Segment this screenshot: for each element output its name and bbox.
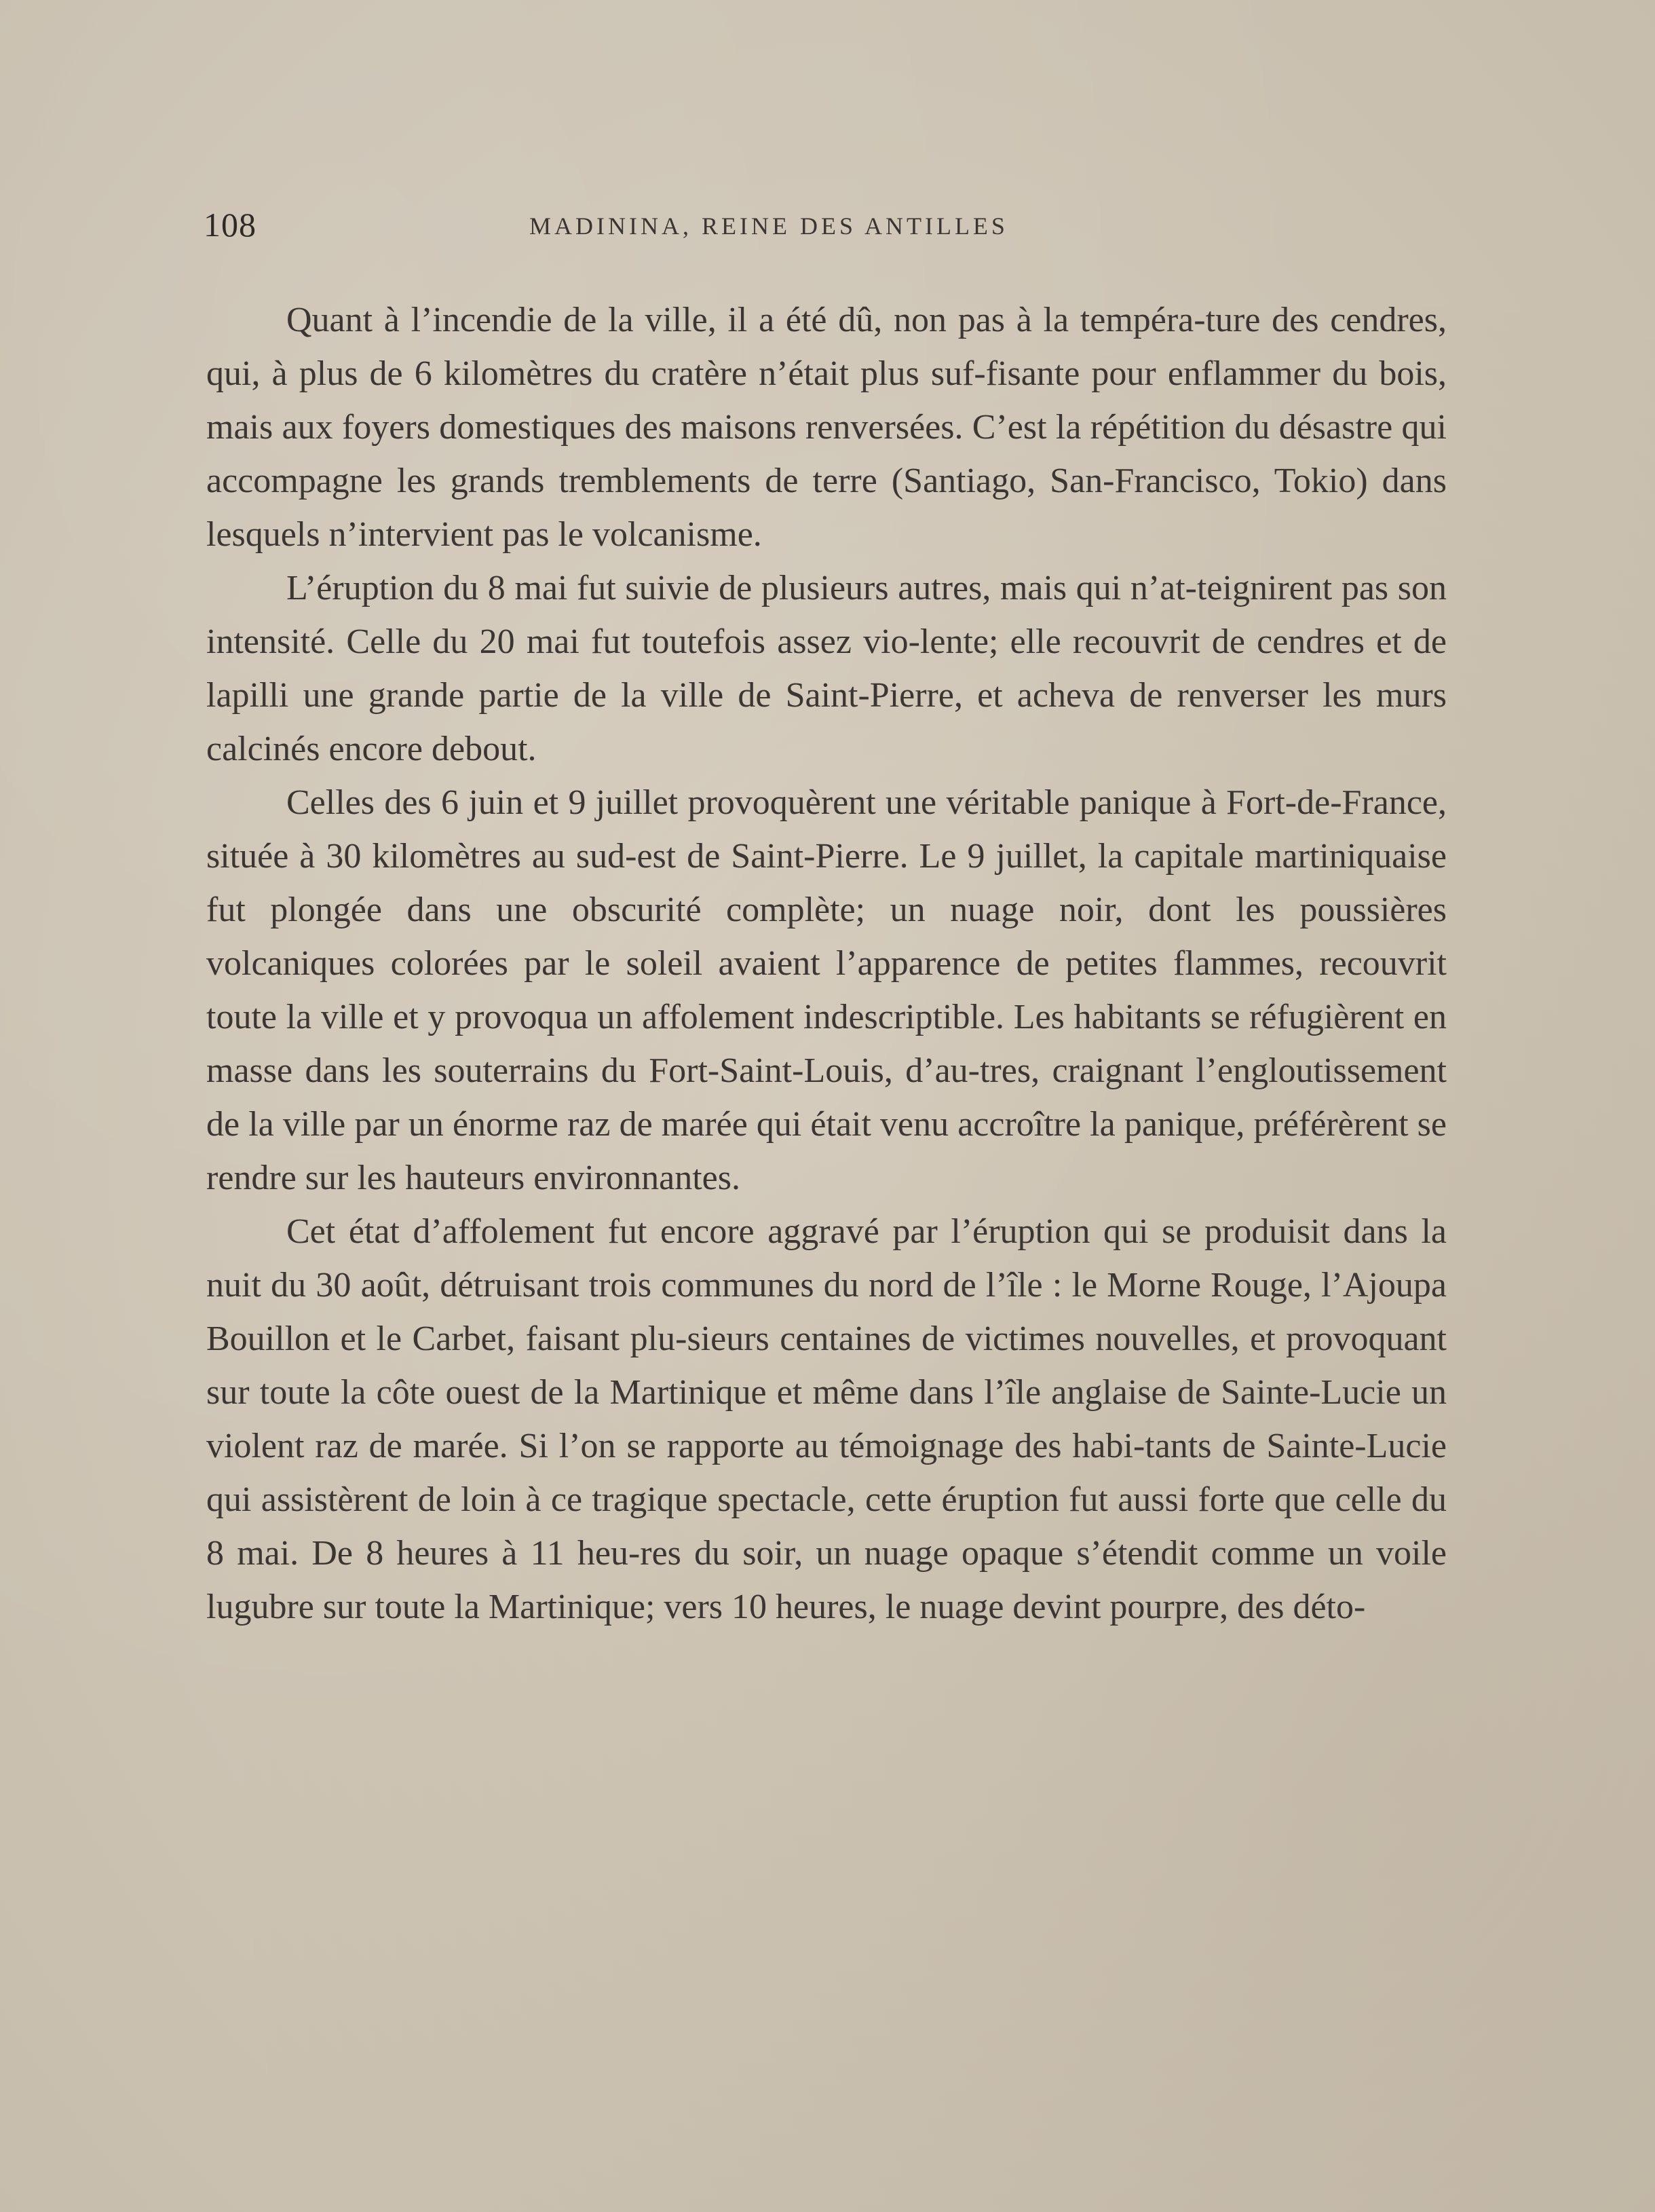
paragraph: Cet état d’affolement fut encore aggravé par l’éruption qui se produisit dans la nuit du 30 août, détruisant trois communes du nord de l’île : le Morne Rouge, l’Ajoupa Bouillon et le Carbet, faisant plu-sieurs centaines de victimes nouvelles, et provoquant sur toute la côte ouest de la Martinique et même dans l’île anglaise de Sainte-Lucie un violent raz de marée. Si l’on se rapporte au témoignage des habi-tants de Sainte-Lucie qui assistèrent de loin à ce tragique spectacle, cette éruption fut aussi forte que celle du 8 mai. De 8 heures à 11 heu-res du soir, un nuage opaque s’étendit comme un voile lugubre sur toute la Martinique; vers 10 heures, le nuage devint pourpre, des déto-: [206, 1212, 1447, 1626]
paragraph: Celles des 6 juin et 9 juillet provoquèrent une véritable panique à Fort-de-France, située à 30 kilomètres au sud-est de Saint-Pierre. Le 9 juillet, la capitale martiniquaise fut plongée dans une obscurité complète; un nuage noir, dont les poussières volcaniques colorées par le soleil avaient l’apparence de petites flammes, recouvrit toute la ville et y provoqua un affolement indescriptible. Les habitants se réfugièrent en masse dans les souterrains du Fort-Saint-Louis, d’au-tres, craignant l’engloutissement de la ville par un énorme raz de marée qui était venu accroître la panique, préférèrent se rendre sur les hauteurs environnantes.: [206, 783, 1447, 1197]
page-number: 108: [204, 206, 256, 244]
body-text: [206, 293, 1447, 1634]
running-title: MADININA, REINE DES ANTILLES: [529, 212, 1008, 240]
paragraph: Quant à l’incendie de la ville, il a été dû, non pas à la tempéra-ture des cendres, qui, à plus de 6 kilomètres du cratère n’était plus suf-fisante pour enflammer du bois, mais aux foyers domestiques des maisons renversées. C’est la répétition du désastre qui accompagne les grands tremblements de terre (Santiago, San-Francisco, Tokio) dans lesquels n’intervient pas le volcanisme.: [206, 301, 1447, 554]
running-head: [204, 205, 1466, 246]
paragraph: L’éruption du 8 mai fut suivie de plusieurs autres, mais qui n’at-teignirent pas son intensité. Celle du 20 mai fut toutefois assez vio-lente; elle recouvrit de cendres et de lapilli une grande partie de la ville de Saint-Pierre, et acheva de renverser les murs calcinés encore debout.: [206, 569, 1447, 768]
